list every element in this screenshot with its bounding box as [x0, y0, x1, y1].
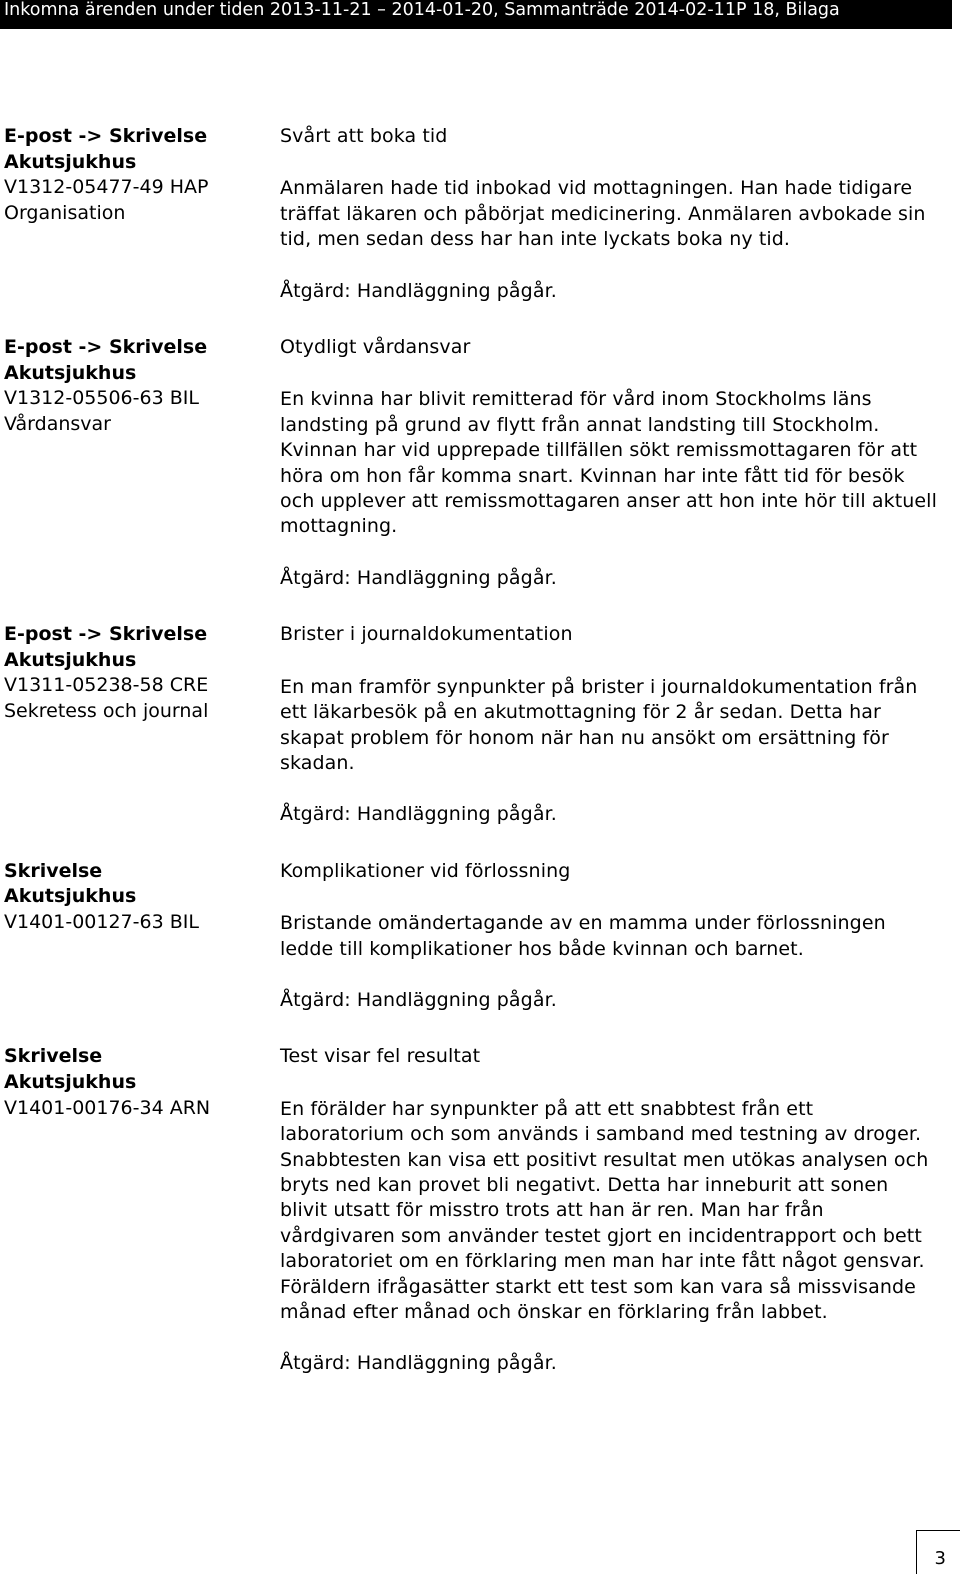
entry-list: [0, 124, 960, 1408]
entry-channel: E-post -> Skrivelse: [4, 336, 208, 359]
entry-meta: [0, 859, 276, 1014]
page-header: [0, 0, 952, 29]
entry-reference: V1401-00127-63 BIL: [4, 910, 199, 933]
entry-category: Vårdansvar: [4, 412, 111, 435]
entry-reference: V1401-00176-34 ARN: [4, 1096, 211, 1119]
entry-content: [276, 124, 940, 304]
entry-meta: [0, 335, 276, 591]
entry-content: [276, 335, 940, 591]
entry-meta: [0, 124, 276, 304]
entry-reference: V1312-05477-49 HAP: [4, 176, 209, 199]
entry: [0, 622, 960, 827]
entry-subject: Otydligt vårdansvar: [280, 336, 471, 359]
entry: [0, 124, 960, 304]
entry-unit: Akutsjukhus: [4, 648, 137, 671]
entry-body: En förälder har synpunkter på att ett snabbtest från ett laboratorium och som används i samband med testning av droger. Snabbtesten kan visa ett positivt resultat men utökas analysen och bryts ned kan provet bli negativt. Detta har inneburit att sonen blivit utsatt för misstro trots att han är ren. Man har från vårdgivaren som använder testet gjort en incidentrapport och bett laboratoriet om en förklaring men man har inte fått något gensvar. Föräldern ifrågasätter starkt ett test som kan vara så missvisande månad efter månad och önskar en förklaring från labbet.: [280, 1097, 929, 1323]
entry: [0, 335, 960, 591]
page-number: 3: [934, 1548, 946, 1569]
entry-action: Åtgärd: Handläggning pågår.: [280, 1352, 557, 1375]
entry-channel: Skrivelse: [4, 1045, 103, 1068]
entry-action: Åtgärd: Handläggning pågår.: [280, 988, 557, 1011]
entry: [0, 1044, 960, 1376]
entry-channel: Skrivelse: [4, 859, 103, 882]
entry-meta: [0, 622, 276, 827]
entry-channel: E-post -> Skrivelse: [4, 125, 208, 147]
entry-action: Åtgärd: Handläggning pågår.: [280, 566, 557, 589]
page-corner-horizontal-rule: [916, 1530, 960, 1531]
entry-content: [276, 622, 940, 827]
entry-meta: [0, 1044, 276, 1376]
entry-action: Åtgärd: Handläggning pågår.: [280, 279, 557, 302]
entry-category: Organisation: [4, 201, 126, 224]
entry-unit: Akutsjukhus: [4, 1070, 137, 1093]
entry: [0, 859, 960, 1014]
entry-subject: Svårt att boka tid: [280, 125, 448, 147]
page-corner-vertical-rule: [916, 1530, 917, 1574]
entry-subject: Brister i journaldokumentation: [280, 623, 573, 646]
entry-body: Anmälaren hade tid inbokad vid mottagningen. Han hade tidigare träffat läkaren och påbörjat medicinering. Anmälaren avbokade sin tid, men sedan dess har han inte lyckats boka ny tid.: [280, 177, 926, 251]
entry-reference: V1312-05506-63 BIL: [4, 387, 199, 410]
entry-body: Bristande omändertagande av en mamma under förlossningen ledde till komplikationer hos både kvinnan och barnet.: [280, 912, 886, 960]
entry-category: Sekretess och journal: [4, 700, 209, 723]
entry-reference: V1311-05238-58 CRE: [4, 674, 209, 697]
entry-channel: E-post -> Skrivelse: [4, 623, 208, 646]
entry-unit: Akutsjukhus: [4, 361, 137, 384]
entry-unit: Akutsjukhus: [4, 885, 137, 908]
entry-content: [276, 859, 940, 1014]
entry-body: En kvinna har blivit remitterad för vård inom Stockholms läns landsting på grund av flytt från annat landsting till Stockholm. Kvinnan har vid upprepade tillfällen sökt remissmottagaren för att höra om hon får komma snart. Kvinnan har inte fått tid för besök och upplever att remissmottagaren anser att hon inte hör till aktuell mottagning.: [280, 388, 937, 538]
entry-subject: Test visar fel resultat: [280, 1045, 481, 1068]
entry-body: En man framför synpunkter på brister i journaldokumentation från ett läkarbesök på en akutmottagning för 2 år sedan. Detta har skapat problem för honom när han nu ansökt om ersättning för skadan.: [280, 675, 918, 774]
entry-subject: Komplikationer vid förlossning: [280, 859, 571, 882]
entry-unit: Akutsjukhus: [4, 150, 137, 173]
entry-action: Åtgärd: Handläggning pågår.: [280, 803, 557, 826]
entry-content: [276, 1044, 940, 1376]
page-header-title: Inkomna ärenden under tiden 2013-11-21 – 2014-01-20, Sammanträde 2014-02-11P 18, Bilaga: [4, 0, 840, 20]
